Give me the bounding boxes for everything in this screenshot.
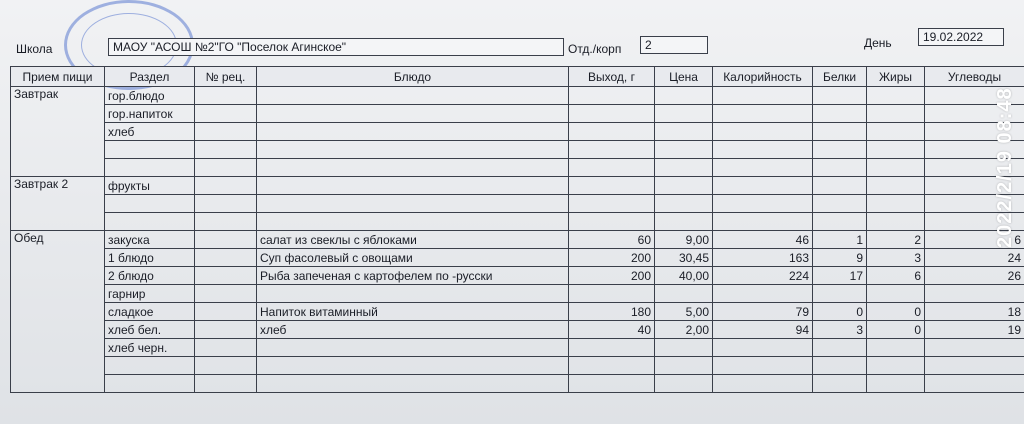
protein-cell [813,159,867,177]
table-row [11,159,1024,177]
recipe-number-cell [195,267,257,285]
section-cell: 2 блюдо [105,267,195,285]
column-header: № рец. [195,67,257,87]
section-cell: 1 блюдо [105,249,195,267]
carbs-cell [925,357,1024,375]
protein-cell [813,339,867,357]
meal-cell: Завтрак [11,87,105,177]
recipe-number-cell [195,321,257,339]
weight-cell: 200 [569,267,655,285]
kcal-cell [713,375,813,393]
recipe-number-cell [195,303,257,321]
recipe-number-cell [195,249,257,267]
protein-cell [813,285,867,303]
price-cell [655,177,713,195]
section-cell: хлеб [105,123,195,141]
recipe-number-cell [195,123,257,141]
dish-cell [257,177,569,195]
kcal-cell [713,141,813,159]
fat-cell [867,339,925,357]
fat-cell: 0 [867,303,925,321]
kcal-cell [713,105,813,123]
section-cell: хлеб бел. [105,321,195,339]
column-header: Выход, г [569,67,655,87]
table-row [11,141,1024,159]
protein-cell [813,105,867,123]
dish-cell: Суп фасолевый с овощами [257,249,569,267]
dish-cell: салат из свеклы с яблоками [257,231,569,249]
price-cell [655,141,713,159]
price-cell [655,159,713,177]
recipe-number-cell [195,195,257,213]
dish-cell [257,159,569,177]
section-cell: хлеб черн. [105,339,195,357]
kcal-cell: 79 [713,303,813,321]
kcal-cell [713,123,813,141]
table-row [11,267,1024,285]
fat-cell: 2 [867,231,925,249]
weight-cell [569,213,655,231]
price-cell [655,87,713,105]
weight-cell [569,195,655,213]
recipe-number-cell [195,177,257,195]
section-cell: гарнир [105,285,195,303]
meal-cell: Обед [11,231,105,393]
protein-cell [813,213,867,231]
table-row [11,339,1024,357]
table-row [11,249,1024,267]
column-header: Белки [813,67,867,87]
weight-cell [569,339,655,357]
dish-cell [257,357,569,375]
fat-cell [867,123,925,141]
recipe-number-cell [195,375,257,393]
table-row [11,177,1024,195]
column-header: Раздел [105,67,195,87]
dish-cell [257,123,569,141]
dish-cell [257,285,569,303]
weight-cell [569,357,655,375]
table-row [11,105,1024,123]
price-cell [655,195,713,213]
carbs-cell [925,339,1024,357]
kcal-cell: 163 [713,249,813,267]
recipe-number-cell [195,285,257,303]
carbs-cell: 24 [925,249,1024,267]
protein-cell [813,375,867,393]
column-header: Блюдо [257,67,569,87]
carbs-cell: 19 [925,321,1024,339]
protein-cell: 9 [813,249,867,267]
weight-cell [569,123,655,141]
weight-cell [569,141,655,159]
recipe-number-cell [195,87,257,105]
dish-cell [257,87,569,105]
fat-cell: 6 [867,267,925,285]
weight-cell: 200 [569,249,655,267]
protein-cell: 0 [813,303,867,321]
kcal-cell [713,339,813,357]
protein-cell [813,177,867,195]
table-row [11,87,1024,105]
recipe-number-cell [195,141,257,159]
price-cell [655,285,713,303]
recipe-number-cell [195,105,257,123]
section-cell: гор.напиток [105,105,195,123]
column-header: Калорийность [713,67,813,87]
dish-cell: Рыба запеченая с картофелем по -русски [257,267,569,285]
weight-cell: 40 [569,321,655,339]
section-cell [105,213,195,231]
protein-cell: 1 [813,231,867,249]
weight-cell: 180 [569,303,655,321]
section-cell: гор.блюдо [105,87,195,105]
price-cell [655,213,713,231]
protein-cell [813,87,867,105]
price-cell: 5,00 [655,303,713,321]
protein-cell [813,123,867,141]
dish-cell [257,339,569,357]
protein-cell [813,141,867,159]
carbs-cell: 18 [925,303,1024,321]
weight-cell [569,87,655,105]
kcal-cell [713,87,813,105]
table-header-row [11,67,1024,87]
kcal-cell: 94 [713,321,813,339]
recipe-number-cell [195,357,257,375]
photo-timestamp: 2022/2/19 08:48 [994,87,1016,248]
table-row [11,321,1024,339]
weight-cell [569,177,655,195]
price-cell [655,357,713,375]
carbs-cell [925,285,1024,303]
meal-cell: Завтрак 2 [11,177,105,231]
day-field: 19.02.2022 [918,28,1004,46]
fat-cell [867,213,925,231]
weight-cell: 60 [569,231,655,249]
price-cell [655,105,713,123]
fat-cell [867,141,925,159]
protein-cell [813,357,867,375]
section-cell [105,159,195,177]
fat-cell: 3 [867,249,925,267]
table-row [11,195,1024,213]
weight-cell [569,105,655,123]
table-row [11,213,1024,231]
carbs-cell: 26 [925,267,1024,285]
recipe-number-cell [195,159,257,177]
protein-cell: 17 [813,267,867,285]
column-header: Прием пищи [11,67,105,87]
section-cell: закуска [105,231,195,249]
dish-cell [257,105,569,123]
fat-cell [867,375,925,393]
dish-cell [257,141,569,159]
kcal-cell: 224 [713,267,813,285]
recipe-number-cell [195,339,257,357]
section-cell: фрукты [105,177,195,195]
kcal-cell: 46 [713,231,813,249]
section-cell [105,141,195,159]
fat-cell [867,87,925,105]
fat-cell [867,177,925,195]
weight-cell [569,285,655,303]
day-label: День [864,36,892,50]
kcal-cell [713,285,813,303]
fat-cell [867,357,925,375]
dish-cell: Напиток витаминный [257,303,569,321]
table-row [11,123,1024,141]
fat-cell [867,195,925,213]
branch-field: 2 [640,36,708,54]
column-header: Жиры [867,67,925,87]
fat-cell [867,105,925,123]
dish-cell: хлеб [257,321,569,339]
table-row [11,375,1024,393]
column-header: Углеводы [925,67,1024,87]
kcal-cell [713,159,813,177]
kcal-cell [713,357,813,375]
table-row [11,231,1024,249]
kcal-cell [713,213,813,231]
carbs-cell [925,375,1024,393]
dish-cell [257,213,569,231]
weight-cell [569,159,655,177]
table-row [11,303,1024,321]
section-cell [105,195,195,213]
dish-cell [257,375,569,393]
dish-cell [257,195,569,213]
section-cell: сладкое [105,303,195,321]
section-cell [105,357,195,375]
recipe-number-cell [195,213,257,231]
section-cell [105,375,195,393]
kcal-cell [713,177,813,195]
price-cell: 2,00 [655,321,713,339]
column-header: Цена [655,67,713,87]
weight-cell [569,375,655,393]
fat-cell [867,159,925,177]
fat-cell: 0 [867,321,925,339]
price-cell [655,123,713,141]
school-field: МАОУ "АСОШ №2"ГО "Поселок Агинское" [108,38,564,56]
price-cell: 30,45 [655,249,713,267]
price-cell [655,339,713,357]
recipe-number-cell [195,231,257,249]
table-row [11,357,1024,375]
branch-label: Отд./корп [568,42,622,56]
protein-cell [813,195,867,213]
price-cell: 9,00 [655,231,713,249]
menu-table [10,66,1024,393]
table-row [11,285,1024,303]
carbs-cell: 6 [925,231,1024,249]
price-cell [655,375,713,393]
fat-cell [867,285,925,303]
school-label: Школа [16,42,53,56]
price-cell: 40,00 [655,267,713,285]
protein-cell: 3 [813,321,867,339]
kcal-cell [713,195,813,213]
table-body [11,87,1024,393]
